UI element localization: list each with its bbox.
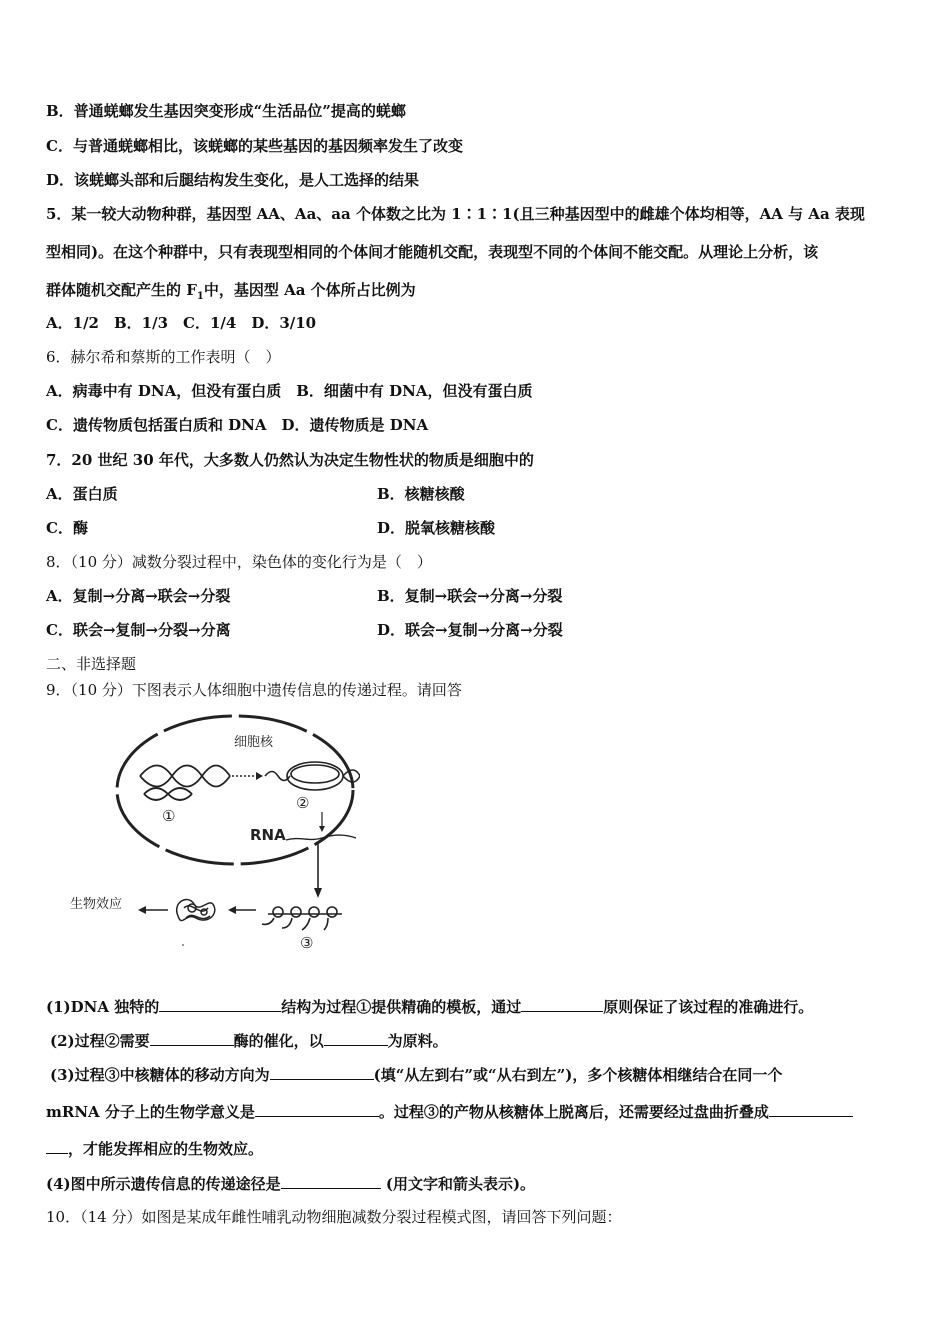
q9-part3-line2: mRNA 分子上的生物学意义是 。过程③的产物从核糖体上脱离后，还需要经过盘曲折叠成 [46, 1101, 910, 1122]
blank-4a[interactable] [281, 1173, 381, 1189]
rna-label: RNA [250, 826, 286, 844]
section-title: 二、非选择题 [46, 655, 137, 673]
diagram-svg [60, 712, 360, 964]
gene-expression-diagram [60, 712, 360, 964]
q8-option-d: D．联会→复制→分离→分裂 [377, 621, 563, 639]
q8-row2 [46, 620, 910, 640]
q9-part3-line1: (3)过程③中核糖体的移动方向为 (填“从左到右”或“从右到左”)，多个核糖体相继结合在同一个 [50, 1066, 783, 1084]
q4-option-b: B．普通蜣螂发生基因突变形成“生活品位”提高的蜣螂 [46, 102, 406, 120]
blank-2b[interactable] [324, 1030, 388, 1046]
q5-stem-line1: 5．某一较大动物种群，基因型 AA、Aa、aa 个体数之比为 1∶1∶1(且三种基因型中的雌雄个体均相等，AA 与 Aa 表现 [46, 205, 865, 223]
q9-part4: (4)图中所示遗传信息的传递途径是 (用文字和箭头表示)。 [46, 1175, 536, 1193]
q8-row1 [46, 586, 910, 606]
blank-3a[interactable] [270, 1064, 374, 1080]
q9-stem: 9．（10 分）下图表示人体细胞中遗传信息的传递过程。请回答 [46, 681, 462, 699]
q9-part1: (1)DNA 独特的 结构为过程①提供精确的模板，通过 原则保证了该过程的准确进行。 [46, 998, 814, 1016]
q7-option-c: C．酶 [46, 519, 88, 537]
q7-row1 [46, 484, 910, 504]
q7-option-a: A．蛋白质 [46, 485, 118, 503]
q4-option-c: C．与普通蜣螂相比，该蜣螂的某些基因的基因频率发生了改变 [46, 137, 463, 155]
polysome [262, 907, 342, 930]
q8-option-a: A．复制→分离→联会→分裂 [46, 587, 231, 605]
marker-2: ② [296, 794, 310, 812]
q6-stem: 6．赫尔希和蔡斯的工作表明（ ） [46, 348, 281, 366]
q9-part3-line3: ，才能发挥相应的生物效应。 [46, 1138, 910, 1159]
q7-row2 [46, 518, 910, 538]
q4-option-d: D．该蜣螂头部和后腿结构发生变化，是人工选择的结果 [46, 171, 420, 189]
q10-stem: 10．（14 分）如图是某成年雌性哺乳动物细胞减数分裂过程模式图，请回答下列问题： [46, 1208, 622, 1226]
effect-label: 生物效应 [70, 897, 123, 912]
q5-stem-line3: 群体随机交配产生的 $F_1$中，基因型 Aa 个体所占比例为 [46, 281, 416, 302]
blank-3b[interactable] [255, 1101, 379, 1117]
q5-stem-line2: 型相同)。在这个种群中，只有表现型相同的个体间才能随机交配，表现型不同的个体间不能交配。从理论上分析，该 [46, 243, 819, 261]
q9-part2: (2)过程②需要 酶的催化，以 为原料。 [50, 1032, 448, 1050]
nucleus-label: 细胞核 [234, 735, 274, 750]
q5-options: A．1/2 B．1/3 C．1/4 D．3/10 [46, 314, 317, 332]
q7-option-b: B．核糖核酸 [377, 485, 465, 503]
dna-helix [140, 766, 230, 801]
blank-2a[interactable] [150, 1030, 234, 1046]
q8-stem: 8．（10 分）减数分裂过程中，染色体的变化行为是（ ） [46, 553, 432, 571]
blank-1b[interactable] [521, 996, 603, 1012]
q6-options-ab: A．病毒中有 DNA，但没有蛋白质 B．细菌中有 DNA，但没有蛋白质 [46, 382, 533, 400]
marker-3: ③ [300, 934, 314, 952]
folded-protein [177, 900, 215, 921]
blank-3c[interactable] [769, 1101, 853, 1117]
q8-option-c: C．联会→复制→分裂→分离 [46, 621, 231, 639]
q7-stem: 7．20 世纪 30 年代，大多数人仍然认为决定生物性状的物质是细胞中的 [46, 451, 534, 469]
q8-option-b: B．复制→联会→分离→分裂 [377, 587, 563, 605]
blank-1a[interactable] [159, 996, 281, 1012]
q7-option-d: D．脱氧核糖核酸 [377, 519, 496, 537]
q6-options-cd: C．遗传物质包括蛋白质和 DNA D．遗传物质是 DNA [46, 416, 429, 434]
blank-3c-cont [46, 1138, 68, 1154]
marker-1: ① [162, 807, 176, 825]
